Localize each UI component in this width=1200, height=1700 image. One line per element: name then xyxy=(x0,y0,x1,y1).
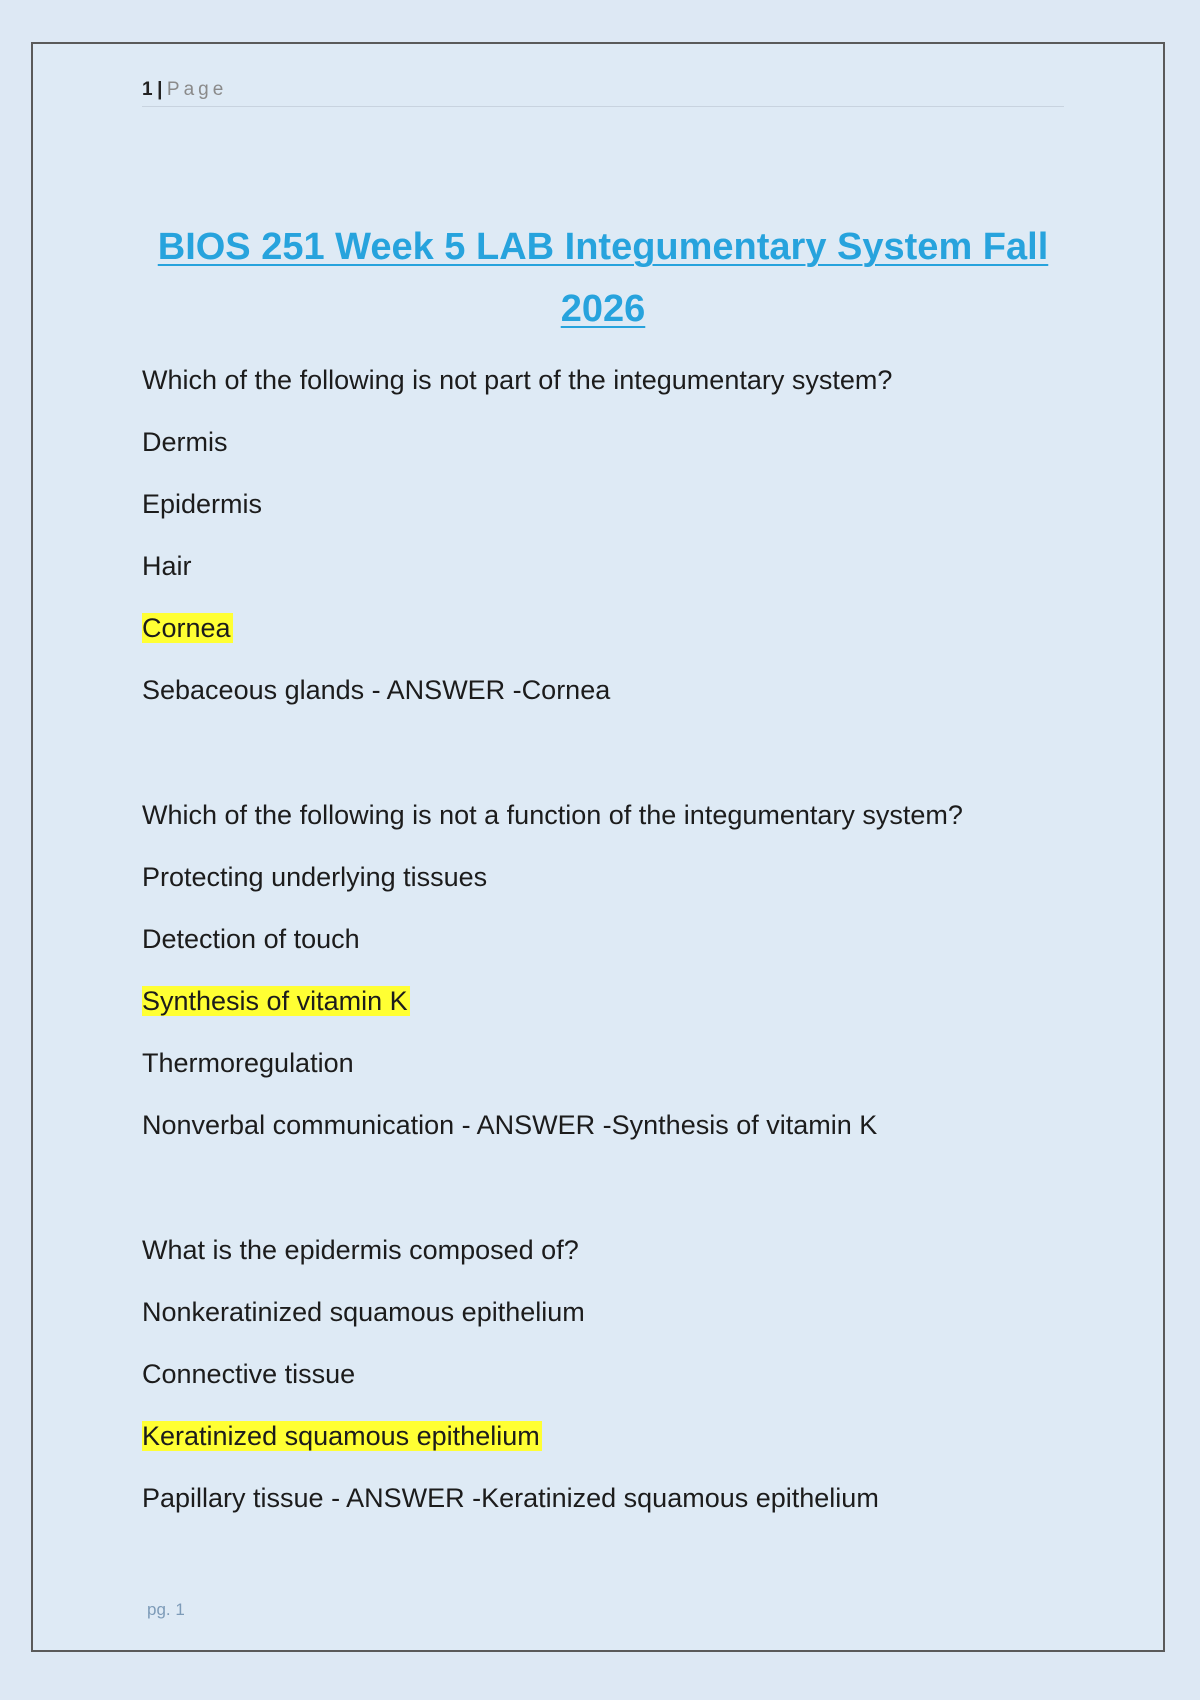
page-header xyxy=(142,80,1064,107)
page-word: Page xyxy=(166,79,228,100)
q2-option-4: Thermoregulation xyxy=(142,1048,354,1078)
question-3: What is the epidermis composed of? xyxy=(142,1235,579,1265)
q1-option-4-highlighted xyxy=(142,610,233,646)
q2-option-3-highlighted xyxy=(142,983,410,1019)
answer-highlight: Synthesis of vitamin K xyxy=(142,986,408,1016)
answer-highlight: Keratinized squamous epithelium xyxy=(142,1421,540,1451)
question-1: Which of the following is not part of the integumentary system? xyxy=(142,365,893,395)
q3-option-2: Connective tissue xyxy=(142,1359,356,1389)
question-2: Which of the following is not a function of the integumentary system? xyxy=(142,800,963,830)
document-title: BIOS 251 Week 5 LAB Integumentary System Fall 2026 xyxy=(157,226,1049,330)
q3-option-1: Nonkeratinized squamous epithelium xyxy=(142,1297,585,1327)
q2-option-5: Nonverbal communication - ANSWER -Synthesis of vitamin K xyxy=(142,1110,878,1140)
page-separator: | xyxy=(157,79,163,100)
q3-option-3-highlighted xyxy=(142,1418,542,1454)
page-footer: pg. 1 xyxy=(147,1600,185,1619)
q2-option-1: Protecting underlying tissues xyxy=(142,862,488,892)
q3-option-4: Papillary tissue - ANSWER -Keratinized squamous epithelium xyxy=(142,1483,879,1513)
answer-highlight: Cornea xyxy=(142,613,231,643)
document-page xyxy=(31,42,1165,1652)
q1-option-1: Dermis xyxy=(142,427,228,457)
q1-option-3: Hair xyxy=(142,551,192,581)
page-number: 1 xyxy=(142,79,154,100)
q1-option-5: Sebaceous glands - ANSWER -Cornea xyxy=(142,675,611,705)
q2-option-2: Detection of touch xyxy=(142,924,360,954)
q1-option-2: Epidermis xyxy=(142,489,263,519)
